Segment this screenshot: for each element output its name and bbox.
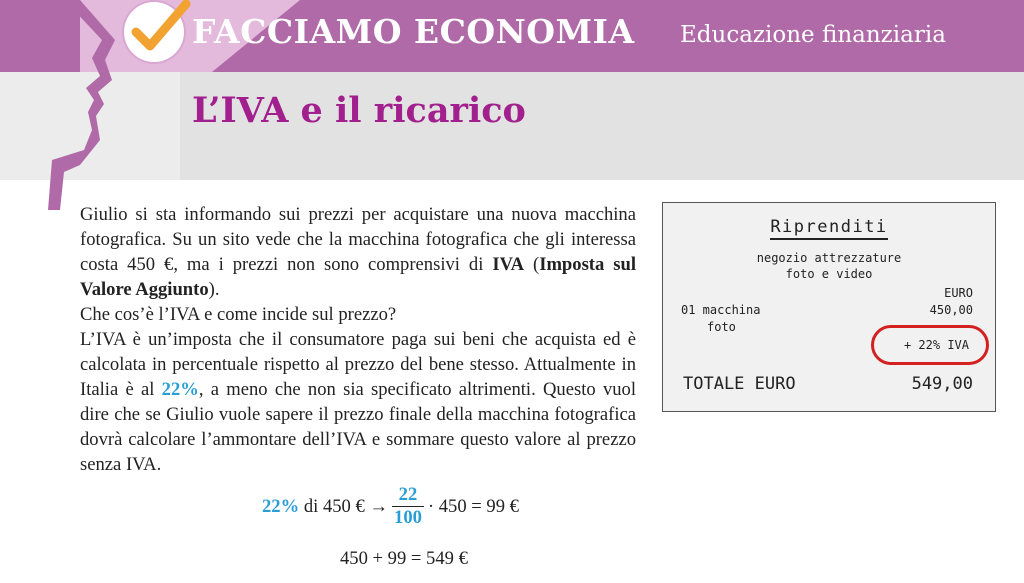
body-text bbox=[80, 202, 636, 477]
fraction: $\frac{22}{100}$ bbox=[394, 484, 422, 528]
receipt-shop-desc-2: foto e video bbox=[785, 267, 873, 281]
checkmark-icon bbox=[128, 0, 192, 58]
receipt-currency: EURO bbox=[944, 286, 973, 300]
receipt-total-label: TOTALE EURO bbox=[683, 374, 796, 394]
receipt-item-name-cont: foto bbox=[707, 320, 736, 334]
receipt bbox=[662, 202, 996, 412]
series-subtitle: Educazione finanziaria bbox=[680, 22, 946, 48]
formula-iva: 22% di 450 € → $\frac{22}{100}$ · 450 = 99 € bbox=[262, 484, 519, 528]
page-title: L’IVA e il ricarico bbox=[192, 90, 526, 131]
receipt-item-name: 01 macchina bbox=[681, 303, 761, 317]
formula-total: 450 + 99 = 549 € bbox=[340, 548, 468, 569]
receipt-shop-desc-1: negozio attrezzature bbox=[756, 251, 902, 265]
receipt-item-price: 450,00 bbox=[929, 303, 973, 317]
checkmark-badge bbox=[124, 2, 184, 62]
paragraph-explanation: L’IVA è un’imposta che il consumatore paga sui beni che acquista ed è calcolata in percentuale rispetto al prezzo del bene stesso. Attualmente in Italia è al 22%, a meno che non sia specificato altrimenti. Questo vuol dire che se Giulio vuole sapere il prezzo finale della macchina fotografica dovrà calcolare l’ammontare dell’IVA e sommare questo valore al prezzo senza IVA. bbox=[80, 329, 637, 475]
receipt-total: 549,00 bbox=[911, 374, 973, 394]
receipt-shop-name: Riprenditi bbox=[663, 217, 995, 237]
series-title: FACCIAMO ECONOMIA bbox=[192, 12, 635, 51]
receipt-iva: + 22% IVA bbox=[903, 338, 969, 352]
paragraph-intro: Giulio si sta informando sui prezzi per acquistare una nuova macchina fotografica. Su un sito vede che la macchina fotografica che gli interessa costa 450 €, ma i prezzi non sono comprensivi di IVA (Imposta sul Valore Aggiunto). bbox=[80, 204, 636, 300]
paragraph-question: Che cos’è l’IVA e come incide sul prezzo? bbox=[80, 304, 397, 325]
